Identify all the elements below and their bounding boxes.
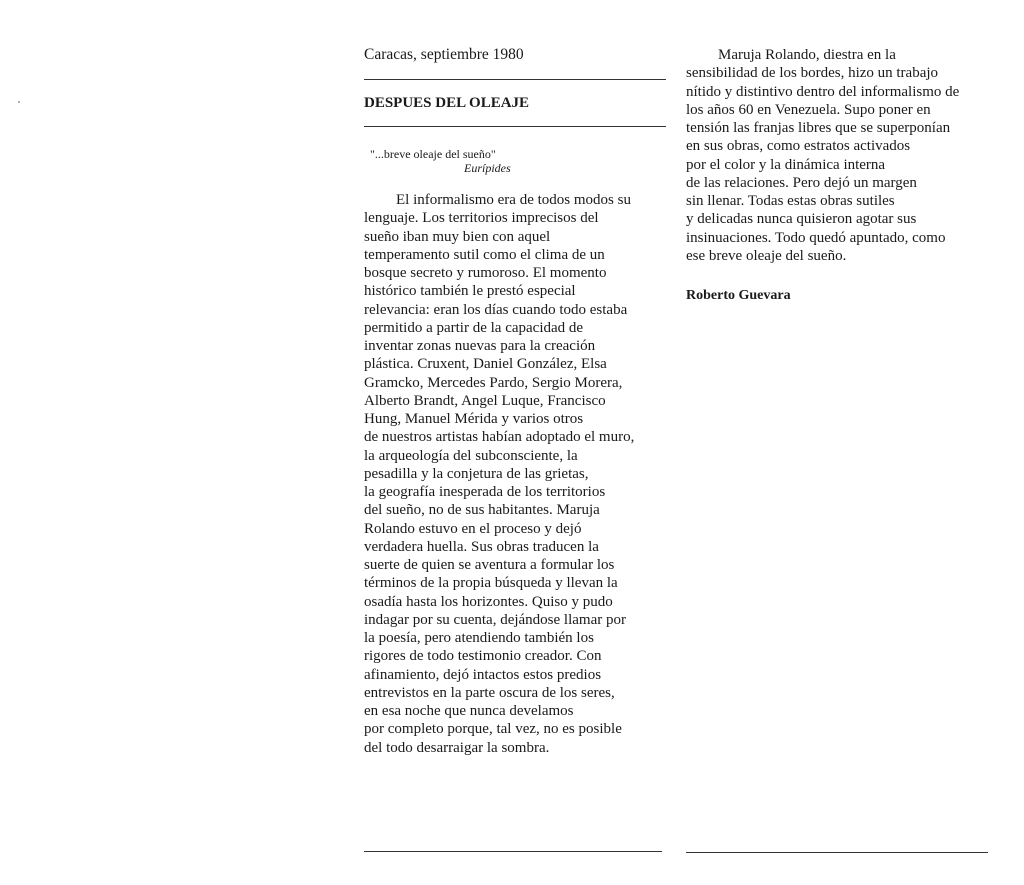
- epigraph-author: Eurípides: [464, 161, 511, 175]
- body-line: por el color y la dinámica interna: [686, 156, 886, 173]
- body-line: en sus obras, como estratos activados: [686, 138, 911, 155]
- body-line: por completo porque, tal vez, no es posible: [364, 721, 622, 738]
- body-line: en esa noche que nunca develamos: [364, 703, 574, 719]
- body-line: nítido y distintivo dentro del informalismo de: [686, 83, 960, 100]
- body-line: los años 60 en Venezuela. Supo poner en: [686, 101, 931, 118]
- body-line: pesadilla y la conjetura de las grietas,: [364, 465, 589, 482]
- body-line: la poesía, pero atendiendo también los: [364, 630, 594, 646]
- epigraph-quote: "...breve oleaje del sueño": [370, 147, 496, 161]
- body-line: afinamiento, dejó intactos estos predios: [364, 666, 602, 683]
- body-line: la arqueología del subconsciente, la: [364, 447, 578, 464]
- body-line: permitido a partir de la capacidad de: [364, 319, 584, 336]
- body-line: plástica. Cruxent, Daniel González, Elsa: [364, 356, 607, 373]
- body-line: bosque secreto y rumoroso. El momento: [364, 265, 607, 281]
- body-line: Alberto Brandt, Angel Luque, Francisco: [364, 392, 606, 409]
- dateline: Caracas, septiembre 1980: [364, 46, 524, 63]
- scan-speck: [18, 101, 20, 103]
- body-line: sin llenar. Todas estas obras sutiles: [686, 193, 895, 209]
- body-line: de las relaciones. Pero dejó un margen: [686, 174, 917, 191]
- body-line: inventar zonas nuevas para la creación: [364, 338, 596, 354]
- divider-bottom-left: [364, 851, 662, 852]
- headline: DESPUES DEL OLEAJE: [364, 95, 530, 111]
- body-line: Hung, Manuel Mérida y varios otros: [364, 411, 584, 427]
- divider-bottom-right: [686, 852, 988, 853]
- body-line: rigores de todo testimonio creador. Con: [364, 648, 602, 665]
- body-line: entrevistos en la parte oscura de los seres,: [364, 684, 615, 701]
- body-line: sensibilidad de los bordes, hizo un trabajo: [686, 65, 939, 82]
- divider-under-headline: [364, 126, 666, 127]
- body-line: Rolando estuvo en el proceso y dejó: [364, 520, 582, 537]
- body-line: de nuestros artistas habían adoptado el muro,: [364, 429, 635, 446]
- body-line: suerte de quien se aventura a formular los: [364, 557, 615, 573]
- body-line: relevancia: eran los días cuando todo estaba: [364, 301, 628, 318]
- body-line: insinuaciones. Todo quedó apuntado, como: [686, 229, 946, 246]
- body-line: El informalismo era de todos modos su: [396, 192, 631, 208]
- article-body-left: [364, 191, 634, 757]
- body-line: la geografía inesperada de los territorios: [364, 484, 606, 500]
- body-line: Maruja Rolando, diestra en la: [718, 47, 896, 63]
- body-line: osadía hasta los horizontes. Quiso y pudo: [364, 593, 613, 610]
- body-line: y delicadas nunca quisieron agotar sus: [686, 211, 917, 228]
- body-line: términos de la propia búsqueda y llevan la: [364, 575, 618, 592]
- body-line: sueño iban muy bien con aquel: [364, 228, 551, 245]
- body-line: histórico también le prestó especial: [364, 283, 576, 300]
- body-line: indagar por su cuenta, dejándose llamar por: [364, 611, 626, 628]
- body-line: lenguaje. Los territorios imprecisos del: [364, 210, 599, 227]
- article-body-right: [686, 46, 959, 265]
- body-line: verdadera huella. Sus obras traducen la: [364, 538, 599, 555]
- body-line: del sueño, no de sus habitantes. Maruja: [364, 502, 600, 519]
- body-line: ese breve oleaje del sueño.: [686, 247, 847, 264]
- body-line: del todo desarraigar la sombra.: [364, 739, 550, 756]
- body-line: Gramcko, Mercedes Pardo, Sergio Morera,: [364, 374, 623, 391]
- author-signature: Roberto Guevara: [686, 288, 791, 303]
- divider-top: [364, 79, 666, 80]
- epigraph: [370, 147, 511, 175]
- body-line: tensión las franjas libres que se superponían: [686, 120, 951, 136]
- body-line: temperamento sutil como el clima de un: [364, 246, 605, 263]
